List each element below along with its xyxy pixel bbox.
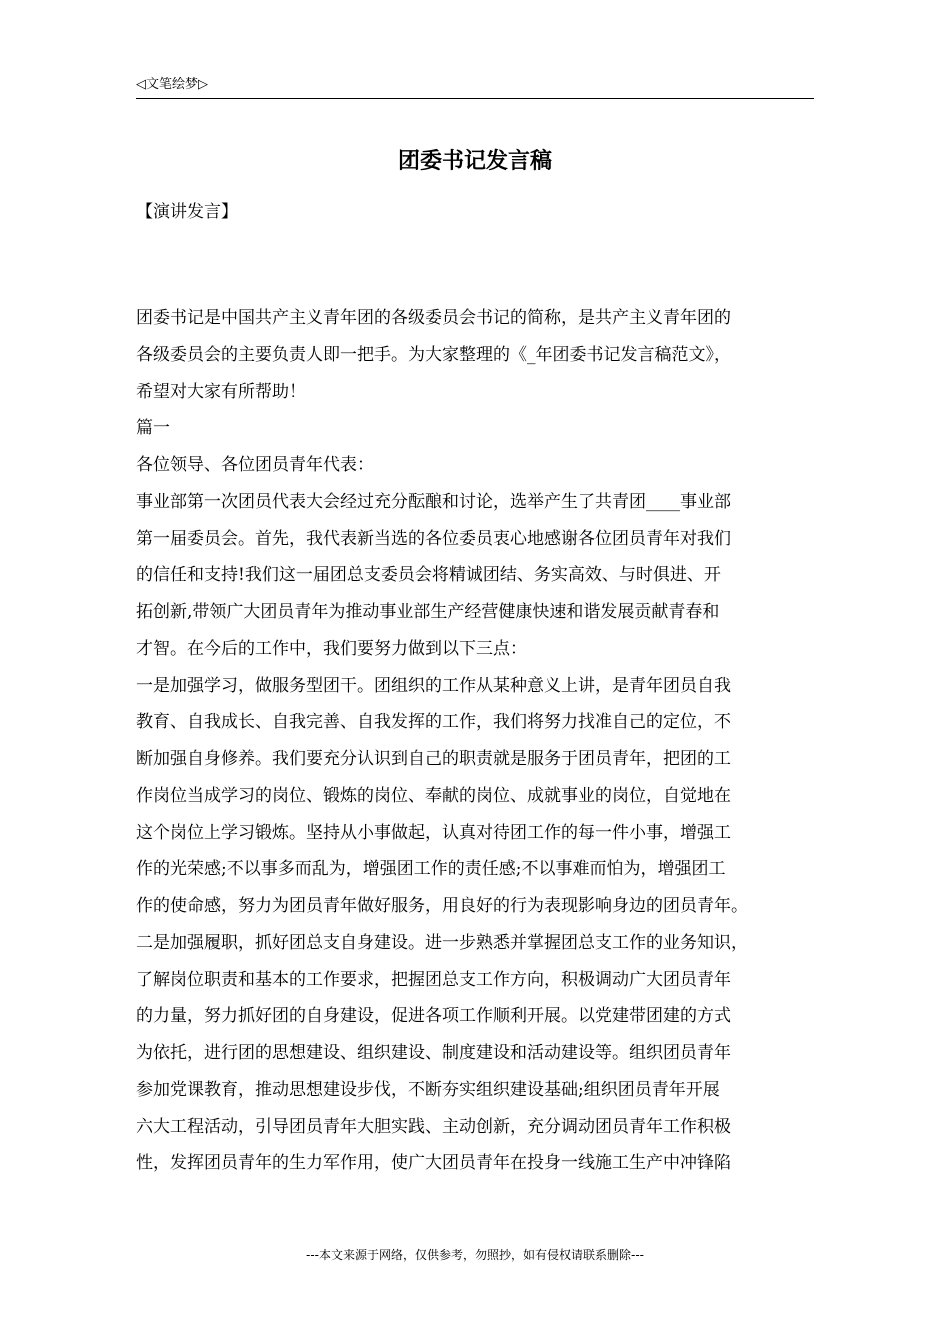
body-line: 才智。在今后的工作中，我们要努力做到以下三点：	[136, 638, 527, 659]
body-line: 了解岗位职责和基本的工作要求，把握团总支工作方向，积极调动广大团员青年	[136, 969, 731, 990]
body-line: 作岗位当成学习的岗位、锻炼的岗位、奉献的岗位、成就事业的岗位，自觉地在	[136, 785, 731, 806]
body-line: 团委书记是中国共产主义青年团的各级委员会书记的简称，是共产主义青年团的	[136, 308, 731, 328]
category-label: 【演讲发言】	[136, 202, 238, 222]
page-header	[136, 76, 814, 99]
body-text	[136, 300, 816, 1182]
body-line: 断加强自身修养。我们要充分认识到自己的职责就是服务于团员青年，把团的工	[136, 749, 731, 769]
body-line: 这个岗位上学习锻炼。坚持从小事做起，认真对待团工作的每一件小事，增强工	[136, 822, 731, 843]
body-line: 事业部第一次团员代表大会经过充分酝酿和讨论，选举产生了共青团____事业部	[136, 491, 731, 512]
body-line: 篇一	[136, 418, 170, 439]
header-label: ◁文笔绘梦▷	[136, 77, 208, 92]
document-title: 团委书记发言稿	[397, 149, 552, 174]
body-line: 希望对大家有所帮助！	[136, 381, 306, 402]
page-footer: ---本文来源于网络，仅供参考，勿照抄，如有侵权请联系删除---	[306, 1248, 644, 1262]
body-line: 作的光荣感;不以事多而乱为，增强团工作的责任感;不以事难而怕为，增强团工	[136, 859, 726, 880]
body-line: 性，发挥团员青年的生力军作用，使广大团员青年在投身一线施工生产中冲锋陷	[136, 1153, 731, 1174]
body-line: 的力量，努力抓好团的自身建设，促进各项工作顺利开展。以党建带团建的方式	[136, 1006, 731, 1027]
body-line: 参加党课教育，推动思想建设步伐，不断夯实组织建设基础;组织团员青年开展	[136, 1079, 720, 1100]
body-line: 六大工程活动，引导团员青年大胆实践、主动创新，充分调动团员青年工作积极	[136, 1116, 731, 1137]
body-line: 各位领导、各位团员青年代表：	[136, 455, 374, 475]
body-line: 各级委员会的主要负责人即一把手。为大家整理的《_年团委书记发言稿范文》，	[136, 344, 731, 365]
body-line: 为依托，进行团的思想建设、组织建设、制度建设和活动建设等。组织团员青年	[136, 1043, 731, 1063]
body-line: 教育、自我成长、自我完善、自我发挥的工作，我们将努力找准自己的定位，不	[136, 712, 731, 733]
body-line: 二是加强履职，抓好团总支自身建设。进一步熟悉并掌握团总支工作的业务知识，	[136, 932, 748, 953]
body-line: 拓创新,带领广大团员青年为推动事业部生产经营健康快速和谐发展贡献青春和	[136, 602, 720, 622]
body-line: 一是加强学习，做服务型团干。团组织的工作从某种意义上讲，是青年团员自我	[136, 675, 731, 696]
body-line: 的信任和支持!我们这一届团总支委员会将精诚团结、务实高效、与时俱进、开	[136, 565, 721, 586]
body-line: 第一届委员会。首先，我代表新当选的各位委员衷心地感谢各位团员青年对我们	[136, 528, 731, 549]
body-line: 作的使命感，努力为团员青年做好服务，用良好的行为表现影响身边的团员青年。	[136, 896, 748, 916]
